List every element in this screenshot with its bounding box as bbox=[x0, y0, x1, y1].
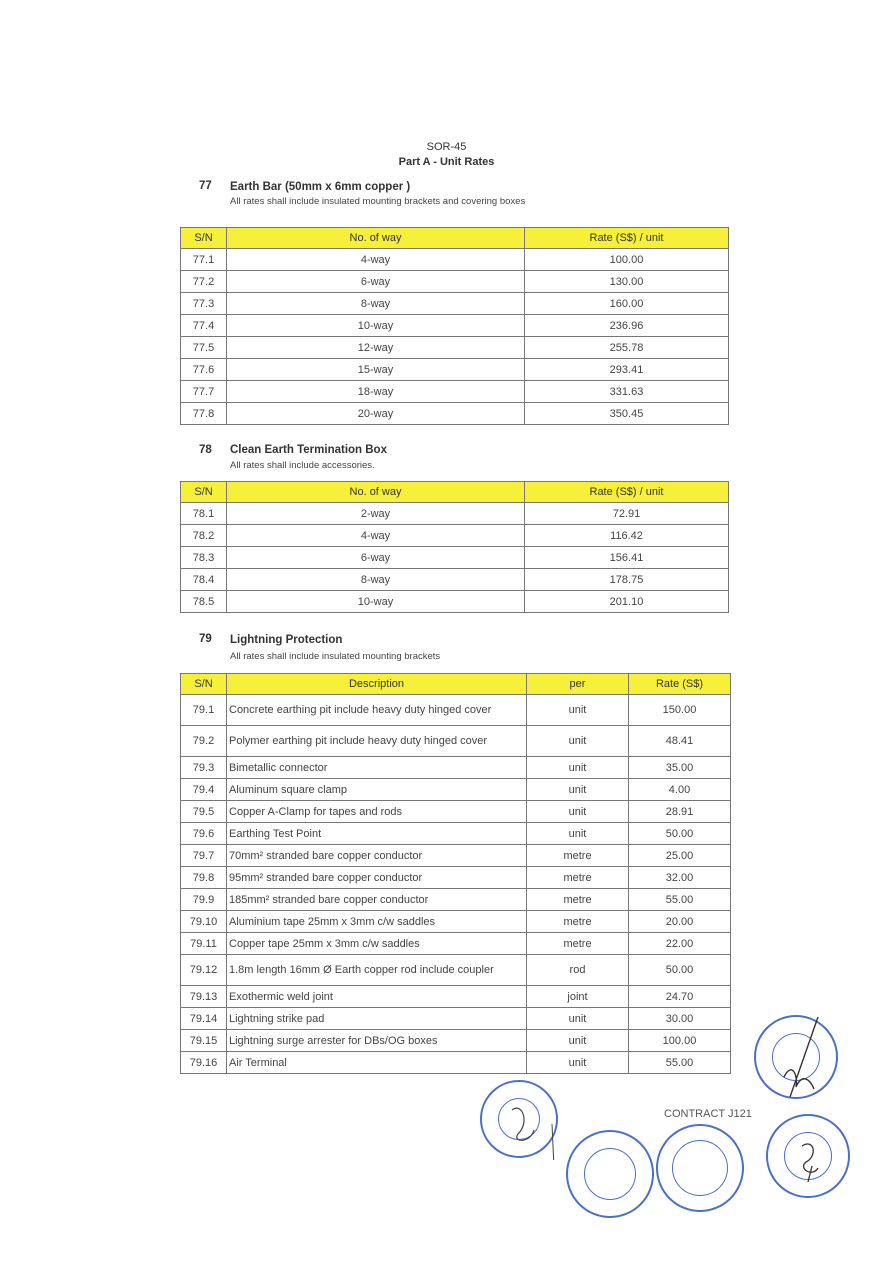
section-79-title: Lightning Protection bbox=[230, 634, 343, 646]
rate-cell: 156.41 bbox=[525, 547, 729, 569]
sn-cell: 79.9 bbox=[181, 889, 227, 911]
table-row bbox=[181, 293, 729, 315]
rate-cell: 100.00 bbox=[629, 1030, 731, 1052]
table-row bbox=[181, 911, 731, 933]
rate-cell: 24.70 bbox=[629, 986, 731, 1008]
rate-cell: 255.78 bbox=[525, 337, 729, 359]
table-row bbox=[181, 381, 729, 403]
rate-cell: 350.45 bbox=[525, 403, 729, 425]
company-stamp-1 bbox=[480, 1080, 558, 1158]
way-cell: 10-way bbox=[227, 315, 525, 337]
page-title: Part A - Unit Rates bbox=[398, 156, 495, 168]
rate-cell: 28.91 bbox=[629, 801, 731, 823]
table-row bbox=[181, 986, 731, 1008]
sn-cell: 79.12 bbox=[181, 955, 227, 986]
description-cell: Aluminium tape 25mm x 3mm c/w saddles bbox=[227, 911, 527, 933]
table-row bbox=[181, 889, 731, 911]
table-row bbox=[181, 547, 729, 569]
rate-cell: 236.96 bbox=[525, 315, 729, 337]
section-79-number: 79 bbox=[199, 633, 212, 645]
way-cell: 4-way bbox=[227, 525, 525, 547]
unit-cell: unit bbox=[527, 1052, 629, 1074]
section-77-title: Earth Bar (50mm x 6mm copper ) bbox=[230, 181, 411, 193]
company-stamp-4 bbox=[754, 1015, 838, 1099]
sn-cell: 78.4 bbox=[181, 569, 227, 591]
sn-cell: 79.5 bbox=[181, 801, 227, 823]
description-cell: Copper tape 25mm x 3mm c/w saddles bbox=[227, 933, 527, 955]
rate-cell: 331.63 bbox=[525, 381, 729, 403]
rate-cell: 116.42 bbox=[525, 525, 729, 547]
sn-cell: 77.7 bbox=[181, 381, 227, 403]
rate-cell: 20.00 bbox=[629, 911, 731, 933]
table-row bbox=[181, 503, 729, 525]
rate-cell: 72.91 bbox=[525, 503, 729, 525]
earth-bar-rates-table bbox=[180, 227, 729, 425]
sn-cell: 79.15 bbox=[181, 1030, 227, 1052]
table-row bbox=[181, 525, 729, 547]
sn-cell: 79.2 bbox=[181, 726, 227, 757]
company-stamp-3 bbox=[656, 1124, 744, 1212]
sn-cell: 79.6 bbox=[181, 823, 227, 845]
sn-cell: 77.5 bbox=[181, 337, 227, 359]
unit-cell: unit bbox=[527, 757, 629, 779]
description-cell: 1.8m length 16mm Ø Earth copper rod include coupler bbox=[227, 955, 527, 986]
way-cell: 20-way bbox=[227, 403, 525, 425]
unit-cell: rod bbox=[527, 955, 629, 986]
sn-cell: 79.8 bbox=[181, 867, 227, 889]
column-header: per bbox=[527, 674, 629, 695]
table-row bbox=[181, 569, 729, 591]
table-row bbox=[181, 1008, 731, 1030]
table-row bbox=[181, 867, 731, 889]
column-header: No. of way bbox=[227, 228, 525, 249]
unit-cell: metre bbox=[527, 867, 629, 889]
section-77-note: All rates shall include insulated mounting brackets and covering boxes bbox=[230, 196, 526, 207]
rate-cell: 55.00 bbox=[629, 1052, 731, 1074]
way-cell: 12-way bbox=[227, 337, 525, 359]
way-cell: 10-way bbox=[227, 591, 525, 613]
sn-cell: 79.4 bbox=[181, 779, 227, 801]
sn-cell: 77.8 bbox=[181, 403, 227, 425]
way-cell: 4-way bbox=[227, 249, 525, 271]
rate-cell: 130.00 bbox=[525, 271, 729, 293]
section-78-title: Clean Earth Termination Box bbox=[230, 444, 387, 456]
description-cell: 95mm² stranded bare copper conductor bbox=[227, 867, 527, 889]
table-row bbox=[181, 695, 731, 726]
table-row bbox=[181, 591, 729, 613]
section-78-number: 78 bbox=[199, 444, 212, 456]
unit-cell: unit bbox=[527, 823, 629, 845]
sn-cell: 77.6 bbox=[181, 359, 227, 381]
unit-cell: metre bbox=[527, 911, 629, 933]
description-cell: Lightning surge arrester for DBs/OG boxes bbox=[227, 1030, 527, 1052]
sn-cell: 79.11 bbox=[181, 933, 227, 955]
rate-cell: 22.00 bbox=[629, 933, 731, 955]
unit-cell: unit bbox=[527, 1008, 629, 1030]
unit-cell: unit bbox=[527, 1030, 629, 1052]
table-header-row bbox=[181, 482, 729, 503]
way-cell: 18-way bbox=[227, 381, 525, 403]
description-cell: Copper A-Clamp for tapes and rods bbox=[227, 801, 527, 823]
way-cell: 6-way bbox=[227, 547, 525, 569]
rate-cell: 30.00 bbox=[629, 1008, 731, 1030]
table-row bbox=[181, 315, 729, 337]
column-header: Description bbox=[227, 674, 527, 695]
table-row bbox=[181, 823, 731, 845]
section-78-note: All rates shall include accessories. bbox=[230, 460, 375, 471]
column-header: Rate (S$) / unit bbox=[525, 228, 729, 249]
way-cell: 6-way bbox=[227, 271, 525, 293]
description-cell: Aluminum square clamp bbox=[227, 779, 527, 801]
column-header: S/N bbox=[181, 482, 227, 503]
description-cell: 70mm² stranded bare copper conductor bbox=[227, 845, 527, 867]
unit-cell: metre bbox=[527, 889, 629, 911]
company-stamp-2 bbox=[566, 1130, 654, 1218]
sn-cell: 77.2 bbox=[181, 271, 227, 293]
table-row bbox=[181, 726, 731, 757]
column-header: Rate (S$) bbox=[629, 674, 731, 695]
table-row bbox=[181, 1052, 731, 1074]
way-cell: 8-way bbox=[227, 293, 525, 315]
column-header: No. of way bbox=[227, 482, 525, 503]
description-cell: Bimetallic connector bbox=[227, 757, 527, 779]
table-row bbox=[181, 403, 729, 425]
table-row bbox=[181, 1030, 731, 1052]
column-header: S/N bbox=[181, 674, 227, 695]
way-cell: 8-way bbox=[227, 569, 525, 591]
table-row bbox=[181, 757, 731, 779]
rate-cell: 150.00 bbox=[629, 695, 731, 726]
table-row bbox=[181, 249, 729, 271]
contract-reference: CONTRACT J121 bbox=[664, 1108, 752, 1120]
unit-cell: unit bbox=[527, 801, 629, 823]
column-header: S/N bbox=[181, 228, 227, 249]
way-cell: 2-way bbox=[227, 503, 525, 525]
rate-cell: 32.00 bbox=[629, 867, 731, 889]
description-cell: 185mm² stranded bare copper conductor bbox=[227, 889, 527, 911]
unit-cell: metre bbox=[527, 933, 629, 955]
rate-cell: 55.00 bbox=[629, 889, 731, 911]
termination-box-rates-table bbox=[180, 481, 729, 613]
unit-cell: unit bbox=[527, 779, 629, 801]
description-cell: Earthing Test Point bbox=[227, 823, 527, 845]
sn-cell: 77.1 bbox=[181, 249, 227, 271]
sn-cell: 79.13 bbox=[181, 986, 227, 1008]
table-row bbox=[181, 271, 729, 293]
rate-cell: 100.00 bbox=[525, 249, 729, 271]
table-row bbox=[181, 337, 729, 359]
unit-cell: unit bbox=[527, 695, 629, 726]
sn-cell: 79.10 bbox=[181, 911, 227, 933]
table-row bbox=[181, 779, 731, 801]
table-row bbox=[181, 801, 731, 823]
lightning-protection-rates-table bbox=[180, 673, 731, 1074]
rate-cell: 50.00 bbox=[629, 823, 731, 845]
sn-cell: 79.1 bbox=[181, 695, 227, 726]
table-header-row bbox=[181, 228, 729, 249]
rate-cell: 293.41 bbox=[525, 359, 729, 381]
company-stamp-5 bbox=[766, 1114, 850, 1198]
table-header-row bbox=[181, 674, 731, 695]
description-cell: Concrete earthing pit include heavy duty hinged cover bbox=[227, 695, 527, 726]
table-row bbox=[181, 359, 729, 381]
unit-cell: joint bbox=[527, 986, 629, 1008]
description-cell: Exothermic weld joint bbox=[227, 986, 527, 1008]
sn-cell: 78.1 bbox=[181, 503, 227, 525]
description-cell: Polymer earthing pit include heavy duty hinged cover bbox=[227, 726, 527, 757]
way-cell: 15-way bbox=[227, 359, 525, 381]
sn-cell: 78.3 bbox=[181, 547, 227, 569]
table-row bbox=[181, 933, 731, 955]
table-row bbox=[181, 955, 731, 986]
rate-cell: 25.00 bbox=[629, 845, 731, 867]
rate-cell: 48.41 bbox=[629, 726, 731, 757]
sn-cell: 77.4 bbox=[181, 315, 227, 337]
section-79-note: All rates shall include insulated mounting brackets bbox=[230, 651, 441, 662]
document-code: SOR-45 bbox=[426, 141, 467, 153]
sn-cell: 79.16 bbox=[181, 1052, 227, 1074]
sn-cell: 79.14 bbox=[181, 1008, 227, 1030]
unit-cell: unit bbox=[527, 726, 629, 757]
sn-cell: 77.3 bbox=[181, 293, 227, 315]
rate-cell: 4.00 bbox=[629, 779, 731, 801]
rate-cell: 201.10 bbox=[525, 591, 729, 613]
sn-cell: 78.2 bbox=[181, 525, 227, 547]
description-cell: Lightning strike pad bbox=[227, 1008, 527, 1030]
sn-cell: 79.7 bbox=[181, 845, 227, 867]
section-77-number: 77 bbox=[199, 180, 212, 192]
rate-cell: 160.00 bbox=[525, 293, 729, 315]
rate-cell: 178.75 bbox=[525, 569, 729, 591]
description-cell: Air Terminal bbox=[227, 1052, 527, 1074]
column-header: Rate (S$) / unit bbox=[525, 482, 729, 503]
sn-cell: 78.5 bbox=[181, 591, 227, 613]
table-row bbox=[181, 845, 731, 867]
rate-cell: 50.00 bbox=[629, 955, 731, 986]
unit-cell: metre bbox=[527, 845, 629, 867]
sn-cell: 79.3 bbox=[181, 757, 227, 779]
rate-cell: 35.00 bbox=[629, 757, 731, 779]
